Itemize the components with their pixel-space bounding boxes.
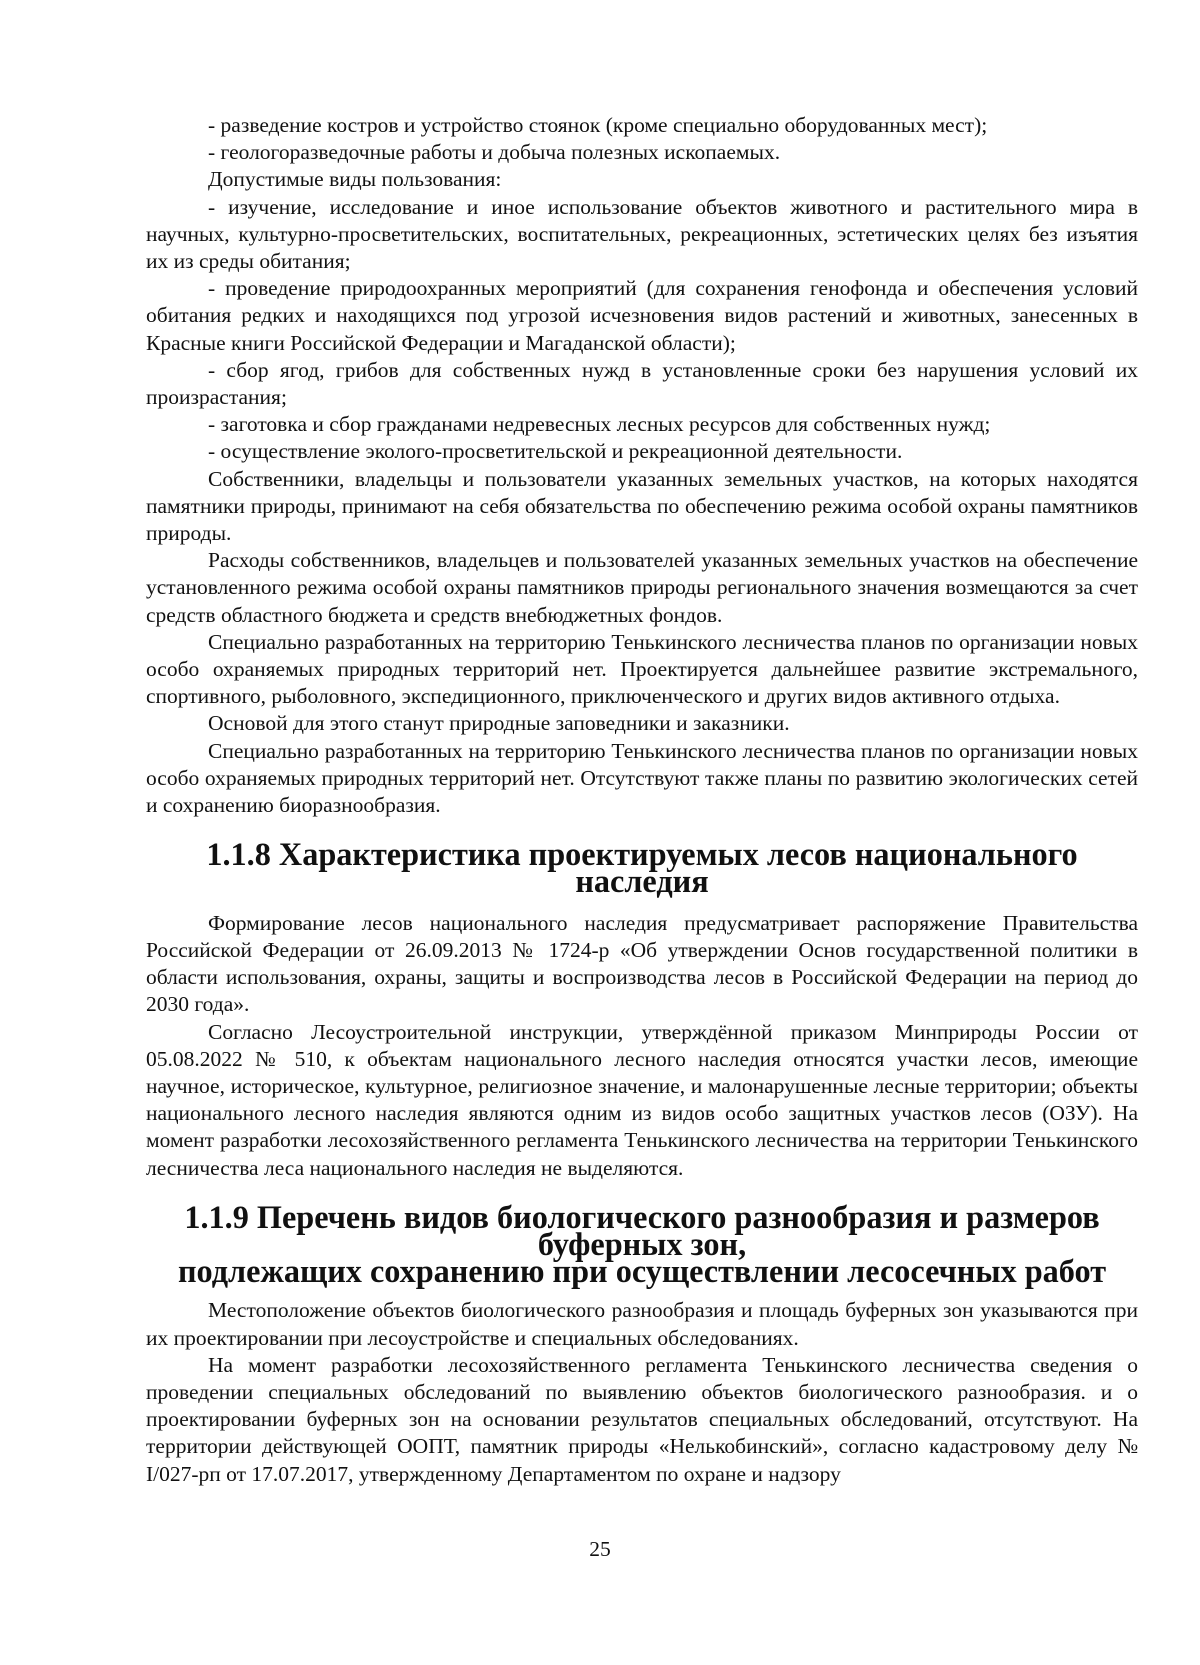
paragraph: Специально разработанных на территорию Тенькинского лесничества планов по организации новых особо охраняемых природных территорий нет. Проектируется дальнейшее развитие экстремального, спортивного, рыболовного, экспедиционного, приключенческого и других видов активного отдыха.	[146, 629, 1138, 709]
paragraph: - геологоразведочные работы и добыча полезных ископаемых.	[208, 140, 781, 165]
paragraph: Местоположение объектов биологического разнообразия и площадь буферных зон указываются при их проектировании при лесоустройстве и специальных обследованиях.	[146, 1298, 1138, 1350]
paragraph: - заготовка и сбор гражданами недревесных лесных ресурсов для собственных нужд;	[208, 412, 991, 437]
paragraph: - осуществление эколого-просветительской и рекреационной деятельности.	[208, 439, 903, 464]
paragraph: Специально разработанных на территорию Тенькинского лесничества планов по организации новых особо охраняемых природных территорий нет. Отсутствуют также планы по развитию экологических сетей и сохранению биоразнообразия.	[146, 738, 1138, 818]
paragraph: Согласно Лесоустроительной инструкции, утверждённой приказом Минприроды России от 05.08.2022 № 510, к объектам национального лесного наследия относятся участки лесов, имеющие научное, историческое, культурное, религиозное значение, и малонарушенные лесные территории; объекты национального лесного наследия являются одним из видов особо защитных участков лесов (ОЗУ). На момент разработки лесохозяйственного регламента Тенькинского лесничества на территории Тенькинского лесничества леса национального наследия не выделяются.	[146, 1019, 1138, 1180]
section-heading-1-1-9	[146, 1198, 1138, 1290]
page-number: 25	[589, 1537, 611, 1561]
section-heading-line: 1.1.9 Перечень видов биологического разнообразия и размеров буферных зон,	[184, 1198, 1100, 1262]
paragraph: На момент разработки лесохозяйственного регламента Тенькинского лесничества сведения о проведении специальных обследований по выявлению объектов биологического разнообразия. и о проектировании буферных зон на основании результатов специальных обследований, отсутствуют. На территории действующей ООПТ, памятник природы «Нелькобинский», согласно кадастровому делу № I/027-рп от 17.07.2017, утвержденному Департаментом по охране и надзору	[146, 1352, 1138, 1486]
document-page	[146, 112, 1138, 1488]
section-heading-line: подлежащих сохранению при осуществлении лесосечных работ	[177, 1253, 1107, 1290]
paragraph: - разведение костров и устройство стоянок (кроме специально оборудованных мест);	[208, 113, 988, 137]
paragraph: Формирование лесов национального наследия предусматривает распоряжение Правительства Российской Федерации от 26.09.2013 № 1724-р «Об утверждении Основ государственной политики в области использования, охраны, защиты и воспроизводства лесов в Российской Федерации на период до 2030 года».	[146, 910, 1138, 1017]
paragraph: - проведение природоохранных мероприятий (для сохранения генофонда и обеспечения условий обитания редких и находящихся под угрозой исчезновения видов растений и животных, занесенных в Красные книги Российской Федерации и Магаданской области);	[146, 276, 1138, 355]
section-heading-1-1-8: 1.1.8 Характеристика проектируемых лесов национального наследия	[206, 836, 1078, 900]
paragraph: Допустимые виды пользования:	[208, 167, 502, 192]
paragraph: - изучение, исследование и иное использование объектов животного и растительного мира в научных, культурно-просветительских, воспитательных, рекреационных, эстетических целях без изъятия их из среды обитания;	[146, 194, 1138, 274]
paragraph: Расходы собственников, владельцев и пользователей указанных земельных участков на обеспечение установленного режима особой охраны памятников природы регионального значения возмещаются за счет средств областного бюджета и средств внебюджетных фондов.	[146, 548, 1138, 627]
paragraph: Основой для этого станут природные заповедники и заказники.	[208, 711, 790, 736]
paragraph: - сбор ягод, грибов для собственных нужд в установленные сроки без нарушения условий их произрастания;	[146, 357, 1138, 410]
paragraph: Собственники, владельцы и пользователи указанных земельных участков, на которых находятся памятники природы, принимают на себя обязательства по обеспечению режима особой охраны памятников природы.	[146, 466, 1138, 546]
